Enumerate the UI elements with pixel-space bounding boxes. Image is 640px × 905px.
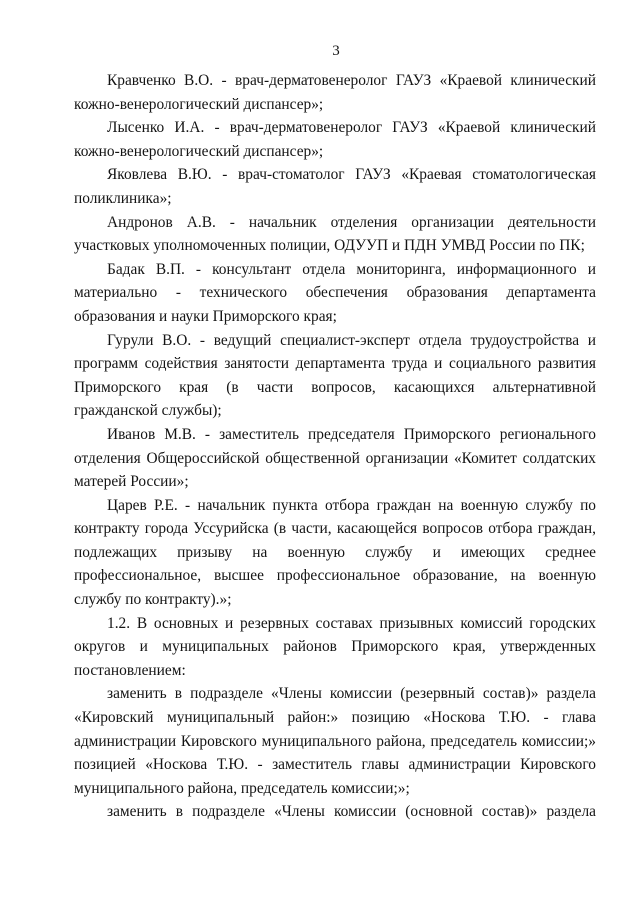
paragraph-member-andronov: Андронов А.В. - начальник отделения организации деятельности участковых уполномоченных полиции, ОДУУП и ПДН УМВД России по ПК; [74, 213, 596, 255]
paragraph-member-ivanov: Иванов М.В. - заместитель председателя Приморского регионального отделения Общероссийской общественной организации «Комитет солдатских матерей России»; [74, 425, 596, 491]
page-number: 3 [332, 43, 340, 59]
paragraph-section-1-2: 1.2. В основных и резервных составах призывных комиссий городских округов и муниципальных районов Приморского края, утвержденных постановлением: [74, 614, 596, 679]
paragraph-replace-reserve: заменить в подразделе «Члены комиссии (резервный состав)» раздела «Кировский муниципальный район:» позицию «Носкова Т.Ю. - глава администрации Кировского муниципального района, председатель комиссии;» позицией «Носкова Т.Ю. - заместитель главы администрации Кировского муниципального района, председатель комиссии;»; [74, 685, 596, 797]
paragraph-member-badak: Бадак В.П. - консультант отдела мониторинга, информационного и материально - технического обеспечения образования департамента образования и науки Приморского края; [74, 260, 596, 325]
document-body [74, 69, 596, 824]
paragraph-member-guruli: Гурули В.О. - ведущий специалист-эксперт отдела трудоустройства и программ содействия занятости департамента труда и социального развития Приморского края (в части вопросов, касающихся альтернативной гражданской службы); [74, 331, 596, 420]
paragraph-member-tsarev: Царев Р.Е. - начальник пункта отбора граждан на военную службу по контракту города Уссурийска (в части, касающейся вопросов отбора граждан, подлежащих призыву на военную службу и имеющих среднее профессиональное, высшее профессиональное образование, на военную службу по контракту).»; [74, 496, 596, 609]
paragraph-member-lysenko: Лысенко И.А. - врач-дерматовенеролог ГАУЗ «Краевой клинический кожно-венерологический диспансер»; [74, 119, 596, 160]
paragraph-replace-main: заменить в подразделе «Члены комиссии (основной состав)» раздела [107, 803, 596, 821]
paragraph-member-yakovleva: Яковлева В.Ю. - врач-стоматолог ГАУЗ «Краевая стоматологическая поликлиника»; [74, 166, 596, 207]
paragraph-member-kravchenko: Кравченко В.О. - врач-дерматовенеролог ГАУЗ «Краевой клинический кожно-венерологический диспансер»; [74, 72, 596, 113]
